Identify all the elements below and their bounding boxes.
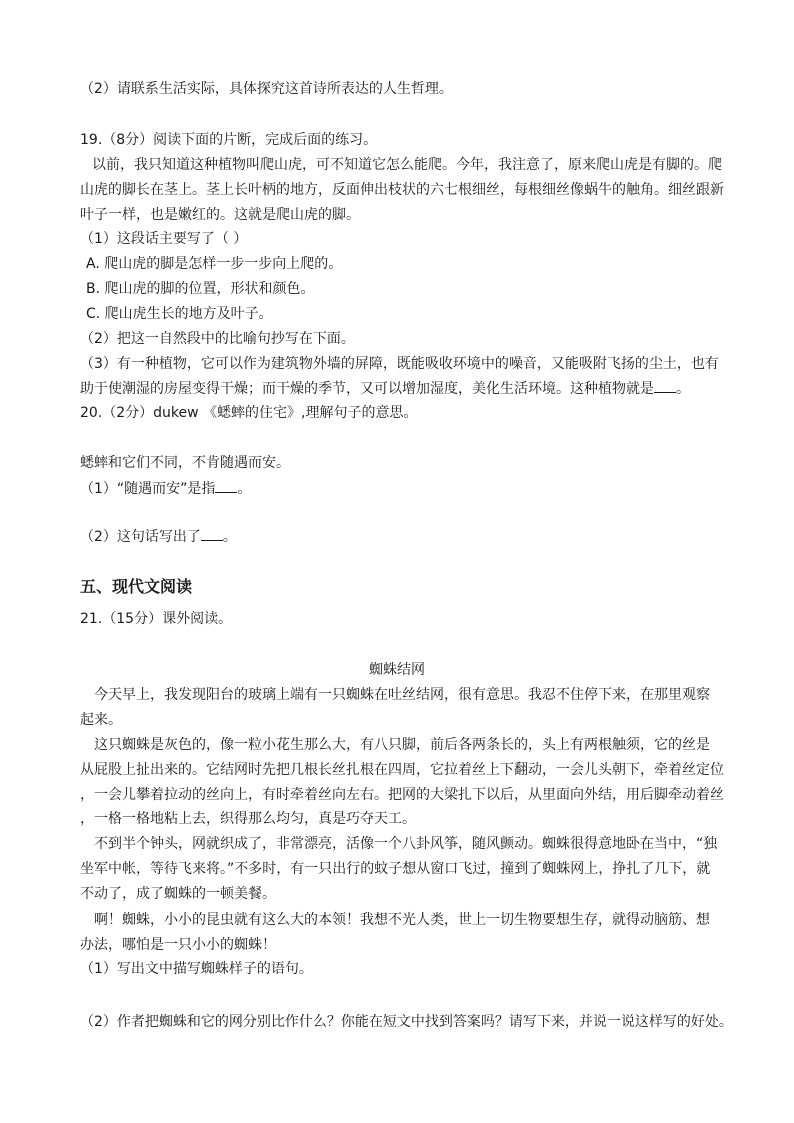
q21-p2-line-1: 这只蜘蛛是灰色的，像一粒小花生那么大，有八只脚，前后各两条长的，头上有两根触须，它的丝是	[94, 737, 710, 753]
q20-sentence: 蟋蟀和它们不同，不肯随遇而安。	[80, 455, 290, 471]
q19-passage-line-3: 叶子一样，也是嫩红的。这就是爬山虎的脚。	[80, 207, 360, 223]
q21-p1-line-2: 起来。	[80, 712, 122, 728]
q20-part2-end: 。	[222, 529, 237, 545]
q19-option-b: B. 爬山虎的脚的位置，形状和颜色。	[86, 281, 315, 297]
q21-p2-line-3: ，一会儿攀着拉动的丝向上，有时牵着丝向左右。把网的大梁扎下以后，从里面向外结，用后脚牵动着丝	[80, 787, 724, 803]
q21-p1-line-1: 今天早上，我发现阳台的玻璃上端有一只蜘蛛在吐丝结网，很有意思。我忍不住停下来，在那里观察	[94, 687, 710, 703]
q20-part1-end: 。	[237, 481, 252, 497]
passage-title: 蜘蛛结网	[369, 662, 425, 678]
q21-p3-line-2: 坐军中帐，等待飞来将。”不多时，有一只出行的蚊子想从窗口飞过，撞到了蜘蛛网上，挣扎了几下，就	[80, 861, 711, 877]
q19-part2: （2）把这一自然段中的比喻句抄写在下面。	[80, 331, 355, 347]
q20-header: 20.（2分）dukew 《蟋蟀的住宅》,理解句子的意思。	[80, 405, 418, 421]
answer-blank	[654, 381, 676, 393]
q19-option-c: C. 爬山虎生长的地方及叶子。	[86, 306, 273, 322]
q21-p4-line-1: 啊！蜘蛛，小小的昆虫就有这么大的本领！我想不光人类，世上一切生物要想生存，就得动脑筋、想	[94, 912, 710, 928]
section-title: 五、现代文阅读	[80, 577, 193, 596]
q21-p3-line-1: 不到半个钟头，网就织成了，非常漂亮，活像一个八卦风筝，随风颤动。蜘蛛很得意地卧在当中，“独	[94, 836, 718, 852]
q21-p3-line-3: 不动了，成了蜘蛛的一顿美餐。	[80, 886, 276, 902]
q21-p2-line-2: 从屁股上扯出来的。它结网时先把几根长丝扎根在四周，它拉着丝上下翻动，一会儿头朝下，牵着丝定位	[80, 762, 724, 778]
q19-part1: （1）这段话主要写了（ ）	[80, 231, 248, 247]
answer-blank	[201, 529, 223, 541]
q19-part3-text: 助于使潮湿的房屋变得干燥；而干燥的季节，又可以增加湿度，美化生活环境。这种植物就是	[80, 381, 654, 397]
q21-part1: （1）写出文中描写蜘蛛样子的语句。	[80, 961, 313, 977]
q20-part1-text: （1）“随遇而安”是指	[80, 481, 216, 497]
q19-part3-line-1: （3）有一种植物，它可以作为建筑物外墙的屏障，既能吸收环境中的噪音，又能吸附飞扬的尘土，也有	[80, 356, 719, 372]
q20-part2	[80, 528, 237, 546]
q19-passage-line-2: 山虎的脚长在茎上。茎上长叶柄的地方，反面伸出枝状的六七根细丝，每根细丝像蜗牛的触角。细丝跟新	[80, 182, 724, 198]
q18-part2: （2）请联系生活实际，具体探究这首诗所表达的人生哲理。	[80, 81, 453, 97]
q19-header: 19.（8分）阅读下面的片断，完成后面的练习。	[80, 132, 378, 148]
q19-option-a: A. 爬山虎的脚是怎样一步一步向上爬的。	[86, 256, 343, 272]
q20-part2-text: （2）这句话写出了	[80, 529, 201, 545]
q19-part3-end: 。	[676, 381, 690, 397]
q21-p2-line-4: ，一格一格地粘上去，织得那么均匀，真是巧夺天工。	[80, 811, 416, 827]
q20-part1	[80, 480, 251, 498]
q21-p4-line-2: 办法，哪怕是一只小小的蜘蛛！	[80, 937, 276, 953]
q19-passage-line-1: 以前，我只知道这种植物叫爬山虎，可不知道它怎么能爬。今年，我注意了，原来爬山虎是有脚的。爬	[92, 157, 722, 173]
q21-part2: （2）作者把蜘蛛和它的网分别比作什么？你能在短文中找到答案吗？请写下来，并说一说这样写的好处。	[80, 1014, 733, 1030]
q21-header: 21.（15分）课外阅读。	[80, 611, 233, 627]
q19-part3-line-2	[80, 380, 690, 398]
answer-blank	[215, 481, 237, 493]
